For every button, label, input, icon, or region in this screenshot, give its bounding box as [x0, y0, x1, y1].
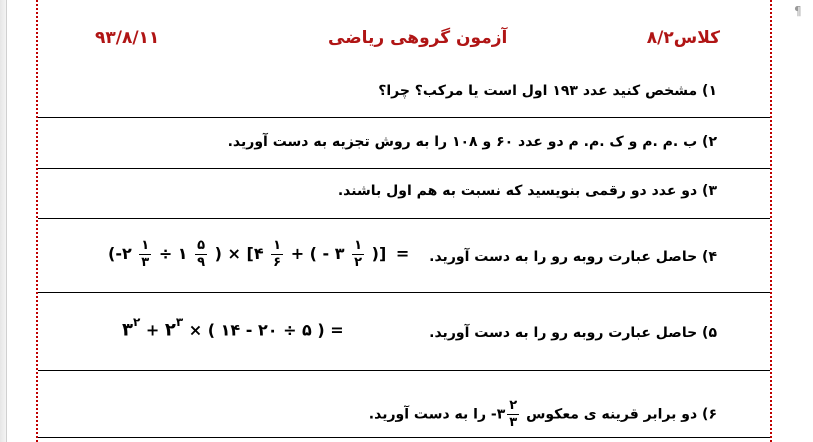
class-label: کلاس۸/۲ [646, 28, 720, 48]
denominator: ۲ [354, 255, 363, 270]
fraction [271, 238, 283, 271]
question-6-text: ۶) دو برابر قرینه ی معکوس [526, 406, 717, 423]
exam-date: ۹۳/۸/۱۱ [95, 28, 160, 48]
question-1: ۱) مشخص کنید عدد ۱۹۳ اول است یا مرکب؟ چرا؟ [378, 83, 717, 99]
equals-sign: = [395, 244, 410, 263]
question-6 [369, 398, 717, 431]
question-6-end: را به دست آورید. [368, 406, 487, 423]
left-margin-strip [0, 0, 7, 442]
expr6-prefix: -۳ [490, 406, 506, 423]
question-5: ۵) حاصل عبارت روبه رو را به دست آورید. [429, 325, 717, 341]
question-4: ۴) حاصل عبارت روبه رو را به دست آورید. [429, 249, 717, 265]
divider [38, 117, 770, 118]
divider [38, 292, 770, 293]
numerator: ۱ [354, 238, 363, 253]
numerator: ۲ [509, 398, 518, 413]
fraction [195, 238, 207, 271]
expr4-part: (-۲ [108, 244, 132, 263]
denominator: ۳ [509, 415, 518, 430]
expr5-rest: × ( ۱۴ - ۲۰ ÷ ۵ ) = [188, 320, 344, 340]
question-2: ۲) ب .م .م و ک .م. م دو عدد ۶۰ و ۱۰۸ را به روش تجزیه به دست آورید. [227, 134, 717, 150]
exam-title: آزمون گروهی ریاضی [328, 28, 508, 48]
denominator: ۳ [141, 255, 150, 270]
right-border-dotted [770, 0, 772, 442]
expr4-part: ) × [۴ [214, 244, 264, 263]
pilcrow-icon: ¶ [794, 4, 802, 18]
numerator: ۱ [141, 238, 150, 253]
question-3: ۳) دو عدد دو رقمی بنویسید که نسبت به هم اول باشند. [337, 183, 717, 199]
numerator: ۱ [273, 238, 282, 253]
expr4-part: ÷ ۱ [158, 244, 188, 263]
exponent: ۳ [175, 315, 184, 329]
denominator: ۶ [273, 255, 282, 270]
denominator: ۹ [197, 255, 206, 270]
fraction [507, 398, 519, 431]
exam-header [38, 28, 770, 58]
left-border-dotted [36, 0, 38, 442]
expr4-part: + ( - ۳ [290, 244, 345, 263]
divider [38, 218, 770, 219]
expression-4 [108, 238, 409, 271]
exponent: ۲ [133, 315, 141, 329]
fraction [352, 238, 364, 271]
divider [38, 370, 770, 371]
plus-sign: + [145, 320, 160, 340]
divider [38, 437, 770, 438]
base: ۲ [164, 319, 176, 341]
expression-5 [122, 315, 344, 341]
expr4-part: )] [371, 244, 387, 263]
base: ۳ [122, 319, 133, 341]
fraction [139, 238, 151, 271]
divider [38, 168, 770, 169]
numerator: ۵ [197, 238, 206, 253]
